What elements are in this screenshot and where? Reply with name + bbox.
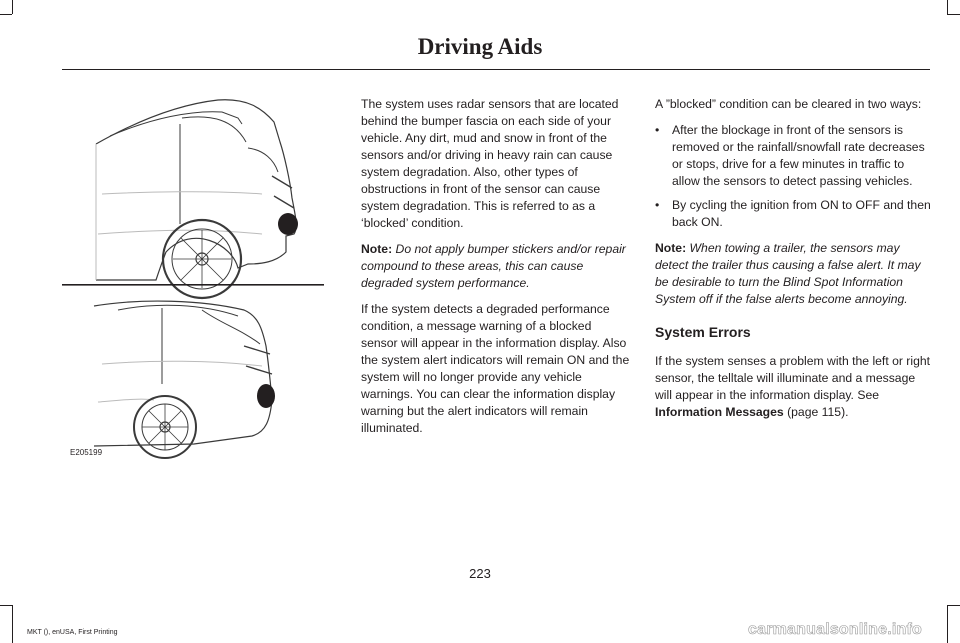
crop-mark-top-right-h	[947, 14, 960, 15]
header-rule	[62, 69, 930, 70]
note-text: Do not apply bumper stickers and/or repair compound to these areas, this can cause degraded system performance.	[361, 242, 626, 290]
list-item	[655, 197, 931, 231]
crop-mark-bottom-left-h	[0, 605, 12, 606]
sedan-rear-drawing	[94, 301, 272, 446]
list-item-text: After the blockage in front of the sensors is removed or the rainfall/snowfall rate decreases or stops, drive for a few minutes in traffic to allow the sensors to detect passing vehicles.	[672, 123, 925, 188]
page-title: Driving Aids	[417, 34, 543, 59]
information-messages-link[interactable]: Information Messages	[655, 405, 784, 419]
towing-trailer-note	[655, 240, 931, 308]
clear-blocked-list	[655, 122, 931, 231]
blocked-condition-intro: A ”blocked” condition can be cleared in two ways:	[655, 97, 922, 111]
system-errors-text: If the system senses a problem with the left or right sensor, the telltale will illuminate and a message will appear in the information display. See	[655, 354, 931, 402]
suv-rear-wheel	[163, 220, 241, 298]
crop-mark-bottom-right-h	[947, 605, 960, 606]
sedan-rear-wheel	[134, 396, 196, 458]
crop-mark-bottom-right-v	[947, 605, 948, 643]
rear-sensor-illustration	[62, 84, 324, 464]
text-column-left	[361, 96, 631, 446]
bullet-marker: •	[655, 198, 660, 212]
reference-page: (page 115).	[787, 405, 849, 419]
edition-footer: MKT (), enUSA, First Printing	[27, 629, 118, 636]
figure-code: E205199	[70, 448, 103, 457]
watermark: carmanualsonline.info	[748, 621, 923, 638]
note-label: Note:	[655, 241, 687, 255]
note-text: When towing a trailer, the sensors may detect the trailer thus causing a false alert. It may be desirable to turn the Blind Spot Information System off if the false alerts become annoying.	[655, 241, 921, 306]
page-number: 223	[469, 566, 491, 581]
list-item-text: By cycling the ignition from ON to OFF and then back ON.	[672, 198, 931, 229]
bullet-marker: •	[655, 123, 660, 137]
suv-sensor-area	[278, 213, 298, 235]
sedan-sensor-area	[257, 384, 275, 408]
radar-sensor-paragraph: The system uses radar sensors that are located behind the bumper fascia on each side of your vehicle. Any dirt, mud and snow in front of the sensors and/or driving in heavy rain can cause system degradation. Also, other types of obstructions in front of the sensor can cause system degradation. This is referred to as a ‘blocked’ condition.	[361, 97, 619, 230]
crop-mark-top-right-v	[947, 0, 948, 14]
crop-mark-top-left-v	[12, 0, 13, 14]
bumper-sticker-note	[361, 241, 631, 292]
crop-mark-bottom-left-v	[12, 605, 13, 643]
illustration-divider	[62, 284, 324, 286]
system-errors-heading: System Errors	[655, 324, 751, 340]
list-item	[655, 122, 931, 190]
degraded-performance-paragraph: If the system detects a degraded performance condition, a message warning of a blocked sensor will appear in the information display. Also the system alert indicators will remain ON and the system will no longer provide any vehicle warnings. You can clear the information display warning but the alert indicators will remain illuminated.	[361, 302, 630, 435]
note-label: Note:	[361, 242, 393, 256]
system-errors-paragraph	[655, 353, 931, 421]
text-column-right	[655, 96, 931, 430]
crop-mark-top-left-h	[0, 14, 12, 15]
